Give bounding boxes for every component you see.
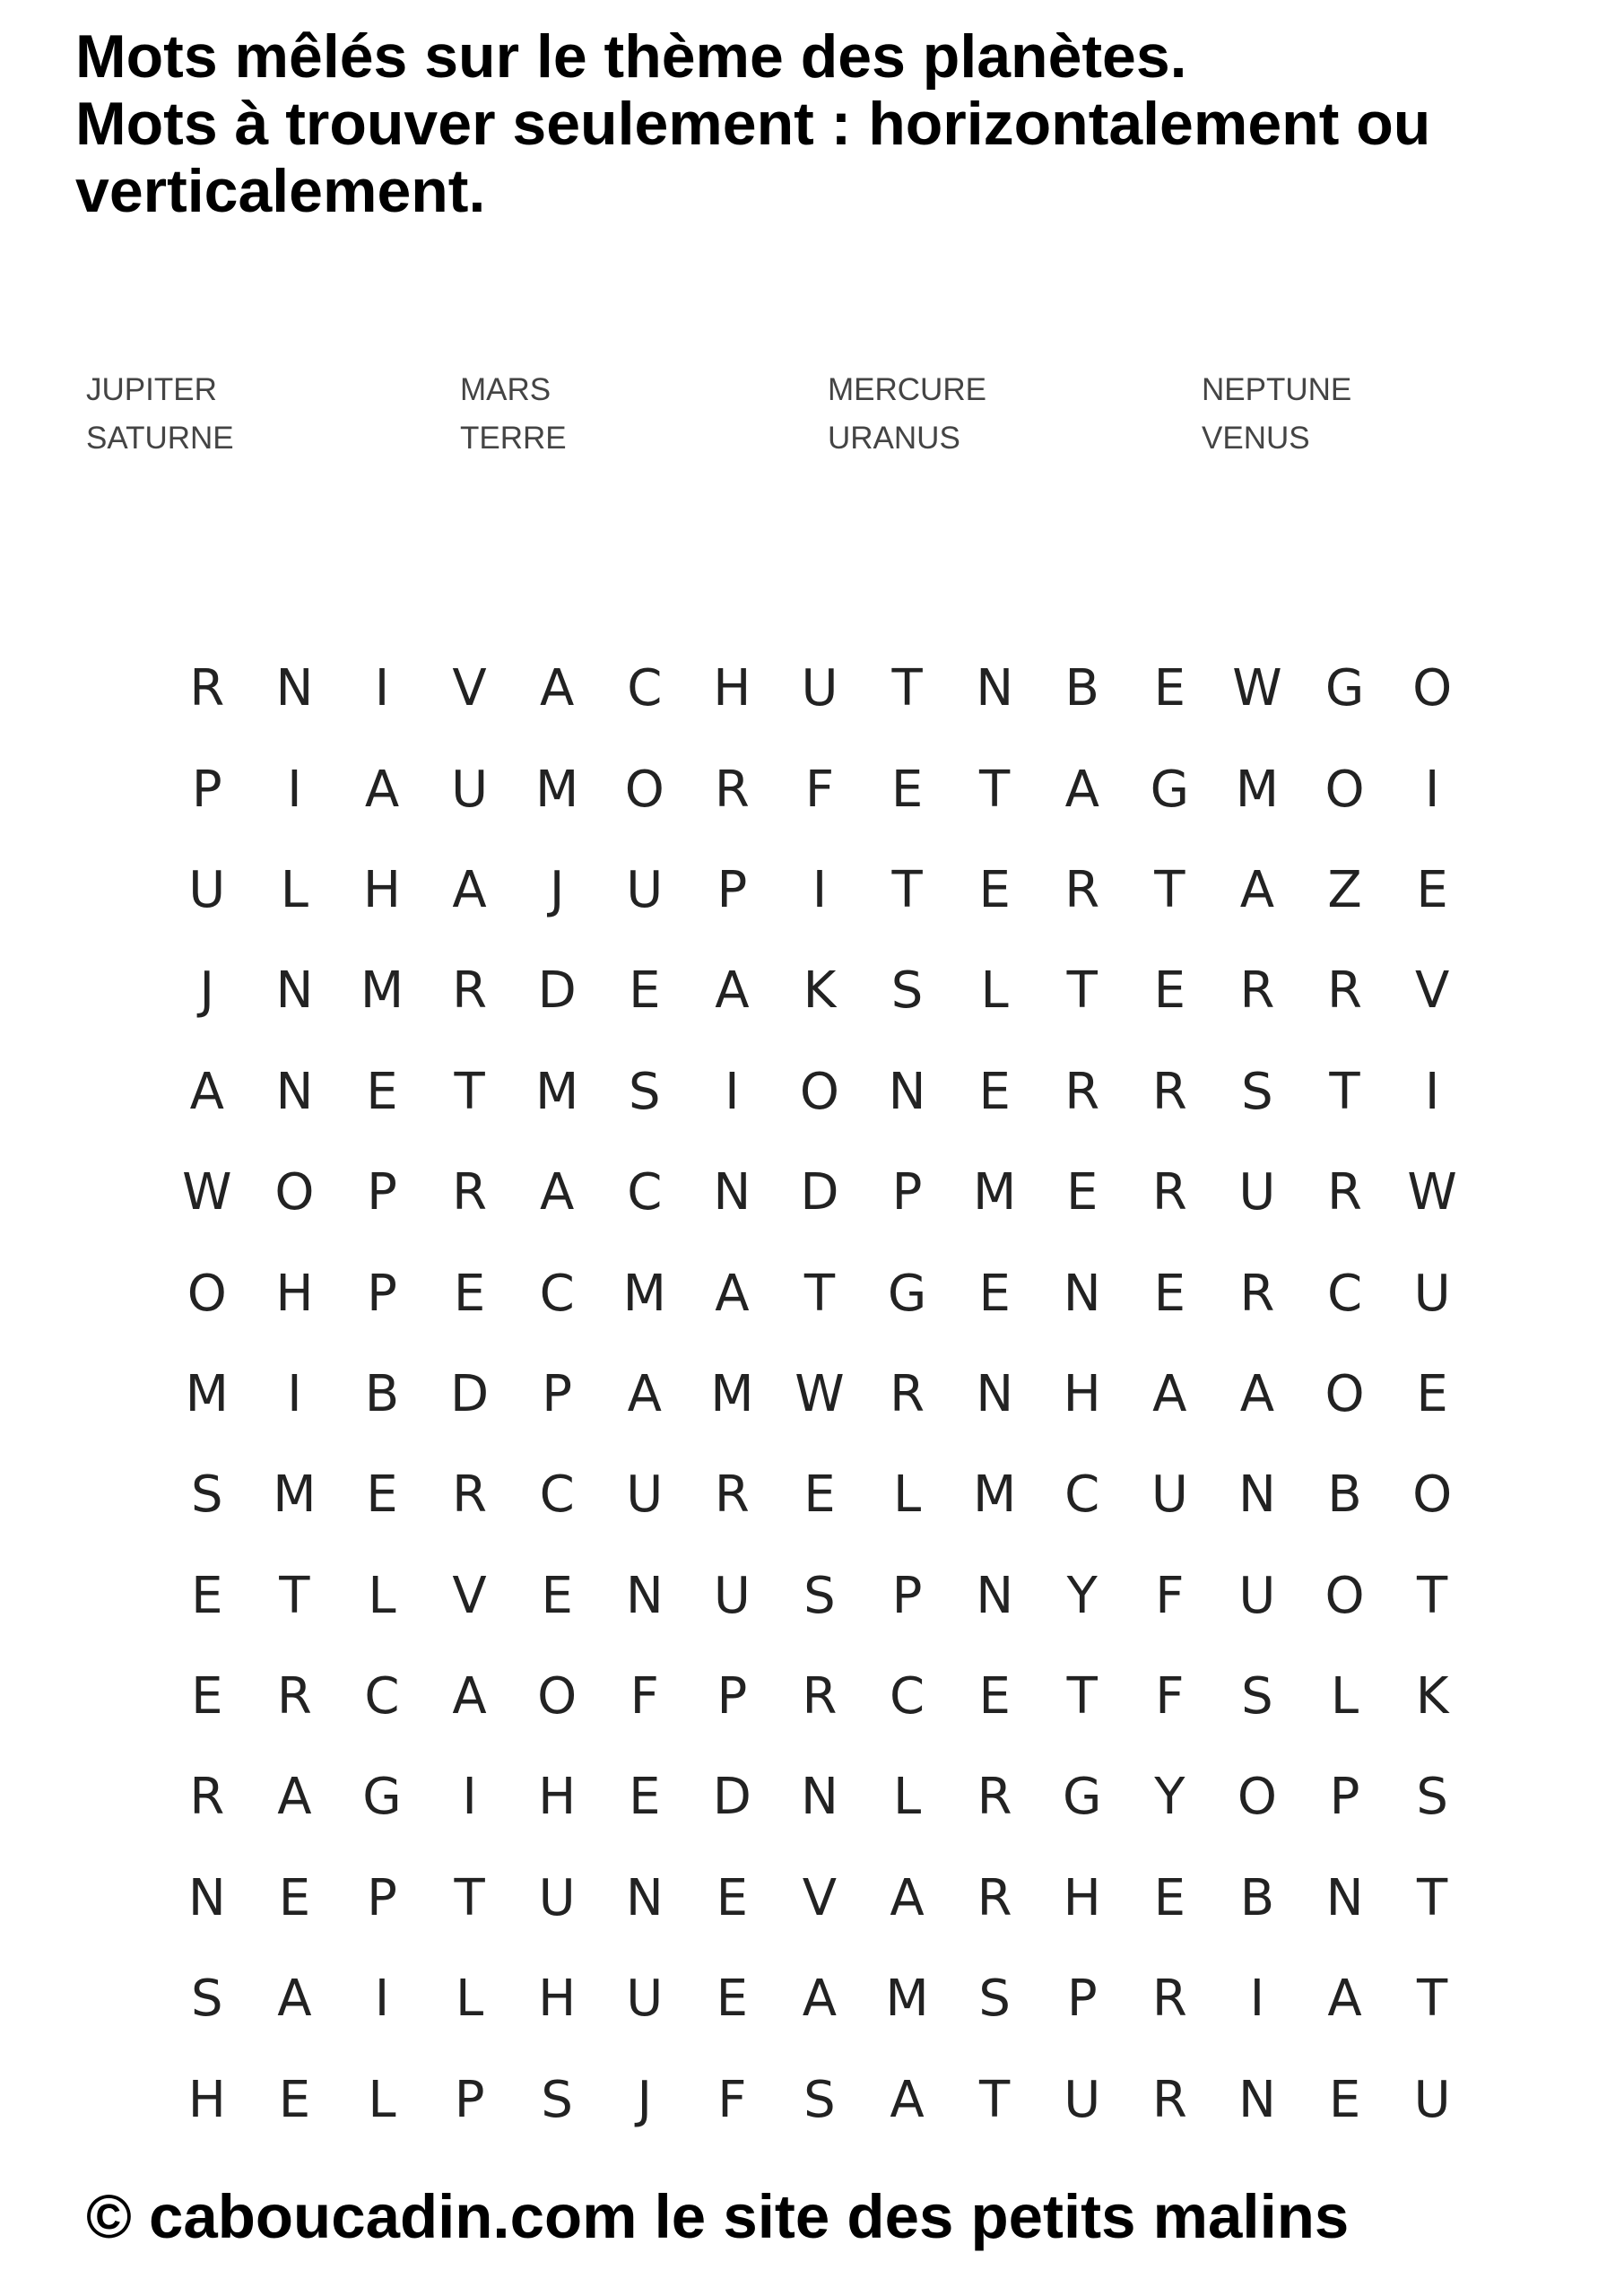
grid-letter: T <box>279 1566 310 1625</box>
grid-letter: S <box>803 2070 836 2129</box>
grid-letter: S <box>890 961 924 1021</box>
grid-letter: R <box>452 961 488 1021</box>
grid-letter: L <box>980 961 1009 1021</box>
grid-letter: S <box>1241 1667 1273 1726</box>
grid-letter: L <box>368 1566 396 1625</box>
grid-letter: O <box>274 1163 315 1222</box>
grid-letter: U <box>801 659 838 718</box>
grid-letter: F <box>717 2070 747 2129</box>
grid-letter: R <box>452 1465 488 1525</box>
grid-letter: H <box>275 1264 314 1323</box>
grid-letter: U <box>713 1566 751 1625</box>
grid-letter: P <box>367 1868 397 1927</box>
grid-letter: U <box>626 860 664 919</box>
grid-letter: S <box>1416 1768 1448 1827</box>
grid-letter: U <box>1413 2070 1451 2129</box>
word-search-grid <box>163 639 1476 2151</box>
grid-letter: T <box>1066 961 1098 1021</box>
grid-letter: N <box>625 1868 664 1927</box>
grid-letter: H <box>538 1970 577 2029</box>
grid-letter: N <box>976 1364 1014 1423</box>
grid-letter: G <box>362 1768 402 1827</box>
grid-letter: P <box>891 1163 923 1222</box>
grid-letter: S <box>1241 1062 1273 1121</box>
grid-letter: T <box>1417 1566 1448 1625</box>
grid-letter: E <box>366 1062 398 1121</box>
grid-letter: O <box>1324 1364 1365 1423</box>
grid-letter: E <box>716 1868 749 1927</box>
grid-letter: E <box>278 2070 311 2129</box>
grid-letter: I <box>812 860 828 919</box>
grid-letter: B <box>1064 659 1099 718</box>
title-line-2: Mots à trouver seulement : horizontalement ou <box>75 90 1431 158</box>
grid-letter: T <box>1329 1062 1360 1121</box>
grid-letter: R <box>714 760 750 819</box>
grid-letter: F <box>630 1667 659 1726</box>
grid-letter: C <box>889 1667 925 1726</box>
grid-letter: M <box>535 760 579 819</box>
grid-letter: A <box>890 1868 925 1927</box>
grid-letter: U <box>1238 1566 1276 1625</box>
grid-letter: E <box>629 1768 661 1827</box>
grid-letter: E <box>366 1465 398 1525</box>
grid-letter: V <box>802 1868 838 1927</box>
grid-letter: R <box>1327 1163 1362 1222</box>
grid-letter: T <box>1417 1868 1448 1927</box>
word-mercure: MERCURE <box>828 372 986 407</box>
grid-letter: E <box>1416 860 1448 919</box>
grid-letter: A <box>189 1062 224 1121</box>
grid-letter: I <box>1424 1062 1440 1121</box>
grid-letter: R <box>189 659 225 718</box>
grid-letter: O <box>1324 760 1365 819</box>
grid-letter: U <box>451 760 489 819</box>
grid-letter: P <box>542 1364 573 1423</box>
grid-letter: N <box>1325 1868 1364 1927</box>
grid-letter: M <box>1235 760 1280 819</box>
grid-letter: P <box>1066 1970 1098 2029</box>
grid-letter: A <box>540 659 575 718</box>
grid-letter: E <box>716 1970 749 2029</box>
grid-letter: E <box>1153 1868 1186 1927</box>
grid-letter: I <box>462 1768 477 1827</box>
grid-letter: T <box>454 1062 485 1121</box>
grid-letter: B <box>1239 1868 1275 1927</box>
grid-letter: C <box>1064 1465 1100 1525</box>
grid-letter: U <box>188 860 226 919</box>
grid-letter: I <box>1424 760 1440 819</box>
grid-letter: B <box>1327 1465 1362 1525</box>
grid-letter: P <box>891 1566 923 1625</box>
grid-letter: I <box>374 1970 390 2029</box>
grid-letter: M <box>535 1062 579 1121</box>
grid-letter: A <box>277 1768 312 1827</box>
grid-letter: O <box>537 1667 578 1726</box>
title-line-1: Mots mêlés sur le thème des planètes. <box>75 22 1187 91</box>
grid-letter: E <box>1416 1364 1448 1423</box>
grid-letter: A <box>1327 1970 1362 2029</box>
grid-letter: E <box>978 1667 1011 1726</box>
grid-letter: M <box>360 961 404 1021</box>
grid-letter: M <box>622 1264 666 1323</box>
grid-letter: P <box>367 1264 397 1323</box>
grid-letter: R <box>452 1163 488 1222</box>
grid-letter: L <box>892 1768 922 1827</box>
grid-letter: R <box>977 1868 1012 1927</box>
grid-letter: L <box>280 860 308 919</box>
grid-letter: E <box>541 1566 573 1625</box>
grid-letter: S <box>803 1566 836 1625</box>
grid-letter: I <box>725 1062 740 1121</box>
grid-letter: B <box>364 1364 400 1423</box>
grid-letter: R <box>1151 1163 1187 1222</box>
grid-letter: P <box>716 1667 748 1726</box>
grid-letter: T <box>1417 1970 1448 2029</box>
grid-letter: K <box>1415 1667 1449 1726</box>
grid-letter: R <box>189 1768 225 1827</box>
grid-letter: E <box>1153 961 1186 1021</box>
grid-letter: N <box>713 1163 751 1222</box>
grid-letter: C <box>1326 1264 1363 1323</box>
grid-letter: N <box>275 1062 314 1121</box>
grid-letter: H <box>187 2070 226 2129</box>
grid-letter: R <box>1327 961 1362 1021</box>
grid-letter: C <box>539 1465 575 1525</box>
grid-letter: T <box>979 760 1011 819</box>
grid-letter: Y <box>1154 1768 1185 1827</box>
grid-letter: S <box>191 1465 223 1525</box>
grid-letter: W <box>1407 1163 1457 1222</box>
word-list <box>86 366 1521 463</box>
grid-letter: H <box>362 860 402 919</box>
grid-letter: R <box>1151 1970 1187 2029</box>
grid-letter: R <box>714 1465 750 1525</box>
grid-letter: A <box>715 961 750 1021</box>
grid-letter: U <box>1064 2070 1101 2129</box>
grid-letter: L <box>892 1465 922 1525</box>
grid-letter: T <box>454 1868 485 1927</box>
grid-letter: D <box>537 961 577 1021</box>
grid-letter: E <box>1066 1163 1099 1222</box>
grid-letter: V <box>452 659 487 718</box>
grid-letter: O <box>799 1062 839 1121</box>
grid-letter: S <box>978 1970 1011 2029</box>
grid-letter: C <box>627 659 663 718</box>
grid-letter: A <box>540 1163 575 1222</box>
grid-letter: M <box>710 1364 754 1423</box>
grid-letter: H <box>1063 1364 1101 1423</box>
grid-letter: G <box>1063 1768 1102 1827</box>
grid-letter: N <box>275 659 314 718</box>
grid-letter: V <box>452 1566 487 1625</box>
copyright-footer: © caboucadin.com le site des petits malins <box>86 2182 1350 2251</box>
grid-letter: S <box>628 1062 661 1121</box>
grid-letter: Z <box>1327 860 1362 919</box>
grid-letter: G <box>887 1264 927 1323</box>
grid-letter: N <box>1063 1264 1101 1323</box>
grid-letter: M <box>972 1465 1017 1525</box>
grid-letter: P <box>454 2070 485 2129</box>
grid-letter: A <box>452 1667 487 1726</box>
grid-letter: Y <box>1066 1566 1098 1625</box>
grid-letter: F <box>804 760 835 819</box>
grid-letter: R <box>276 1667 312 1726</box>
grid-letter: N <box>976 659 1014 718</box>
grid-letter: H <box>713 659 751 718</box>
grid-letter: E <box>1153 1264 1186 1323</box>
grid-letter: U <box>538 1868 576 1927</box>
grid-letter: R <box>802 1667 838 1726</box>
grid-letter: W <box>795 1364 845 1423</box>
grid-letter: S <box>191 1970 223 2029</box>
grid-letter: J <box>637 2070 653 2129</box>
grid-letter: N <box>1238 1465 1276 1525</box>
grid-letter: E <box>191 1566 223 1625</box>
grid-letter: E <box>629 961 661 1021</box>
grid-letter: L <box>1330 1667 1359 1726</box>
grid-letter: A <box>277 1970 312 2029</box>
grid-letter: A <box>802 1970 838 2029</box>
grid-letter: E <box>1328 2070 1361 2129</box>
grid-letter: N <box>888 1062 926 1121</box>
grid-letter: P <box>367 1163 397 1222</box>
grid-letter: R <box>1239 1264 1275 1323</box>
grid-letter: N <box>801 1768 838 1827</box>
word-saturne: SATURNE <box>86 421 234 456</box>
grid-letter: A <box>452 860 487 919</box>
grid-letter: R <box>977 1768 1012 1827</box>
word-venus: VENUS <box>1202 421 1310 456</box>
grid-letter: C <box>627 1163 663 1222</box>
grid-letter: I <box>1249 1970 1265 2029</box>
grid-letter: V <box>1414 961 1450 1021</box>
grid-letter: O <box>1412 659 1453 718</box>
page-title <box>75 23 1600 225</box>
word-terre: TERRE <box>460 421 567 456</box>
grid-letter: O <box>624 760 664 819</box>
word-uranus: URANUS <box>828 421 960 456</box>
grid-letter: F <box>1155 1566 1185 1625</box>
word-jupiter: JUPITER <box>86 372 217 407</box>
grid-letter: D <box>800 1163 839 1222</box>
grid-letter: A <box>1064 760 1099 819</box>
grid-letter: R <box>1151 2070 1187 2129</box>
grid-letter: T <box>979 2070 1011 2129</box>
grid-letter: E <box>803 1465 836 1525</box>
grid-letter: T <box>803 1264 836 1323</box>
grid-letter: L <box>455 1970 484 2029</box>
grid-letter: A <box>364 760 400 819</box>
grid-letter: R <box>890 1364 925 1423</box>
grid-letter: W <box>182 1163 232 1222</box>
grid-letter: A <box>715 1264 750 1323</box>
grid-letter: O <box>1324 1566 1365 1625</box>
grid-letter: R <box>1064 860 1100 919</box>
grid-letter: G <box>1324 659 1365 718</box>
grid-letter: E <box>453 1264 486 1323</box>
grid-letter: M <box>185 1364 229 1423</box>
grid-letter: E <box>978 1264 1011 1323</box>
grid-letter: I <box>287 1364 302 1423</box>
grid-letter: U <box>1413 1264 1451 1323</box>
grid-letter: N <box>1238 2070 1276 2129</box>
grid-letter: F <box>1155 1667 1185 1726</box>
grid-letter: N <box>976 1566 1014 1625</box>
grid-letter: M <box>273 1465 317 1525</box>
grid-letter: A <box>1152 1364 1187 1423</box>
grid-letter: N <box>625 1566 664 1625</box>
grid-letter: R <box>1064 1062 1100 1121</box>
grid-letter: O <box>1412 1465 1453 1525</box>
grid-letter: U <box>626 1970 664 2029</box>
grid-letter: P <box>716 860 748 919</box>
grid-letter: O <box>1237 1768 1277 1827</box>
grid-letter: J <box>549 860 565 919</box>
grid-letter: R <box>1239 961 1275 1021</box>
word-neptune: NEPTUNE <box>1202 372 1352 407</box>
grid-letter: T <box>1066 1667 1098 1726</box>
grid-letter: K <box>803 961 837 1021</box>
grid-letter: C <box>364 1667 400 1726</box>
grid-letter: E <box>191 1667 223 1726</box>
grid-letter: A <box>627 1364 662 1423</box>
grid-letter: H <box>538 1768 577 1827</box>
grid-letter: I <box>287 760 302 819</box>
grid-letter: I <box>374 659 390 718</box>
grid-letter: A <box>1239 860 1275 919</box>
grid-letter: U <box>626 1465 664 1525</box>
grid-letter: T <box>1154 860 1185 919</box>
grid-letter: M <box>972 1163 1017 1222</box>
grid-letter: N <box>187 1868 226 1927</box>
grid-letter: J <box>199 961 215 1021</box>
grid-letter: L <box>368 2070 396 2129</box>
grid-letter: C <box>539 1264 575 1323</box>
grid-letter: D <box>712 1768 751 1827</box>
grid-letter: P <box>191 760 222 819</box>
grid-letter: T <box>891 659 923 718</box>
grid-letter: N <box>275 961 314 1021</box>
grid-letter: S <box>541 2070 573 2129</box>
grid-letter: W <box>1232 659 1282 718</box>
grid-letter: R <box>1151 1062 1187 1121</box>
grid-letter: E <box>1153 659 1186 718</box>
grid-letter: G <box>1150 760 1190 819</box>
grid-letter: U <box>1151 1465 1188 1525</box>
grid-letter: O <box>187 1264 227 1323</box>
grid-letter: H <box>1063 1868 1101 1927</box>
grid-letter: E <box>890 760 924 819</box>
grid-letter: T <box>891 860 923 919</box>
grid-letter: M <box>885 1970 929 2029</box>
grid-letter: P <box>1329 1768 1360 1827</box>
grid-letter: E <box>978 860 1011 919</box>
grid-letter: A <box>1239 1364 1275 1423</box>
grid-letter: E <box>978 1062 1011 1121</box>
word-mars: MARS <box>460 372 551 407</box>
grid-letter: A <box>890 2070 925 2129</box>
title-line-3: verticalement. <box>75 157 486 225</box>
grid-letter: D <box>450 1364 490 1423</box>
grid-letter: U <box>1238 1163 1276 1222</box>
grid-letter: E <box>278 1868 311 1927</box>
